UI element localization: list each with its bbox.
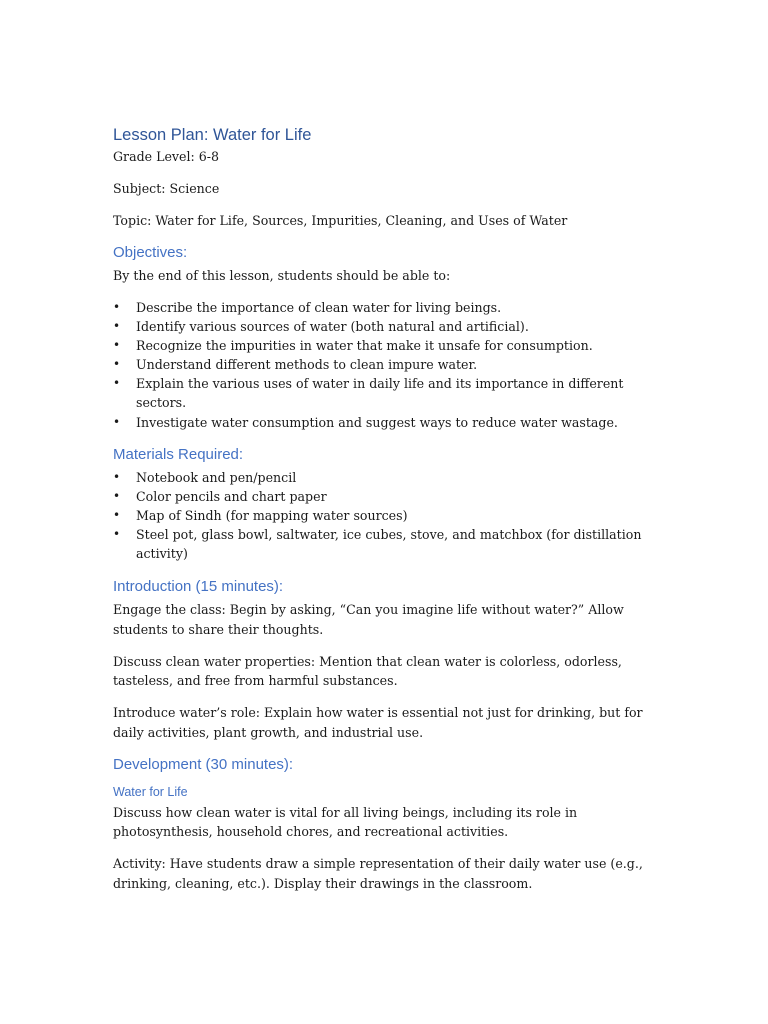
materials-heading: Materials Required: bbox=[113, 445, 244, 463]
bullet-icon: • bbox=[113, 488, 121, 503]
materials-list bbox=[113, 468, 673, 563]
introduction-paragraph: Introduce water’s role: Explain how water is essential not just for drinking, but for daily activities, plant growth, and industrial use. bbox=[113, 705, 643, 740]
document-page bbox=[113, 124, 673, 906]
bullet-icon: • bbox=[113, 414, 121, 429]
bullet-icon: • bbox=[113, 357, 121, 372]
bullet-icon: • bbox=[113, 469, 121, 484]
introduction-heading: Introduction (15 minutes): bbox=[113, 578, 284, 596]
objectives-intro: By the end of this lesson, students should be able to: bbox=[113, 268, 451, 283]
list-item: • Identify various sources of water (both natural and artificial). bbox=[113, 317, 673, 336]
topic: Topic: Water for Life, Sources, Impurities, Cleaning, and Uses of Water bbox=[113, 213, 568, 228]
subject: Subject: Science bbox=[113, 181, 220, 196]
bullet-icon: • bbox=[113, 526, 121, 541]
list-item: • Map of Sindh (for mapping water sources) bbox=[113, 506, 673, 525]
bullet-icon: • bbox=[113, 300, 121, 314]
list-item: • Describe the importance of clean water for living beings. bbox=[113, 298, 673, 317]
list-item: • Color pencils and chart paper bbox=[113, 487, 673, 506]
grade-level: Grade Level: 6-8 bbox=[113, 149, 220, 164]
list-item: • Explain the various uses of water in daily life and its importance in different sectors. bbox=[113, 376, 624, 411]
development-subheading: Water for Life bbox=[113, 784, 188, 799]
objectives-list bbox=[113, 298, 673, 432]
list-item: • Understand different methods to clean impure water. bbox=[113, 355, 673, 374]
introduction-paragraph: Discuss clean water properties: Mention that clean water is colorless, odorless, tasteless, and free from harmful substances. bbox=[113, 653, 622, 689]
list-item: • Notebook and pen/pencil bbox=[113, 468, 673, 487]
bullet-icon: • bbox=[113, 376, 121, 391]
page-title: Lesson Plan: Water for Life bbox=[113, 126, 312, 144]
bullet-icon: • bbox=[113, 338, 121, 353]
bullet-icon: • bbox=[113, 319, 121, 334]
list-item: • Investigate water consumption and suggest ways to reduce water wastage. bbox=[113, 413, 673, 432]
objectives-heading: Objectives: bbox=[113, 244, 188, 261]
development-paragraph: Activity: Have students draw a simple representation of their daily water use (e.g., drinking, cleaning, etc.). Display their drawings in the classroom. bbox=[113, 856, 643, 891]
bullet-icon: • bbox=[113, 507, 121, 522]
introduction-paragraph: Engage the class: Begin by asking, “Can you imagine life without water?” Allow students to share their thoughts. bbox=[113, 602, 624, 637]
development-heading: Development (30 minutes): bbox=[113, 755, 294, 773]
list-item: • Recognize the impurities in water that make it unsafe for consumption. bbox=[113, 336, 673, 355]
development-paragraph: Discuss how clean water is vital for all living beings, including its role in photosynthesis, household chores, and recreational activities. bbox=[113, 804, 578, 840]
list-item: • Steel pot, glass bowl, saltwater, ice cubes, stove, and matchbox (for distillation activity) bbox=[113, 526, 642, 562]
